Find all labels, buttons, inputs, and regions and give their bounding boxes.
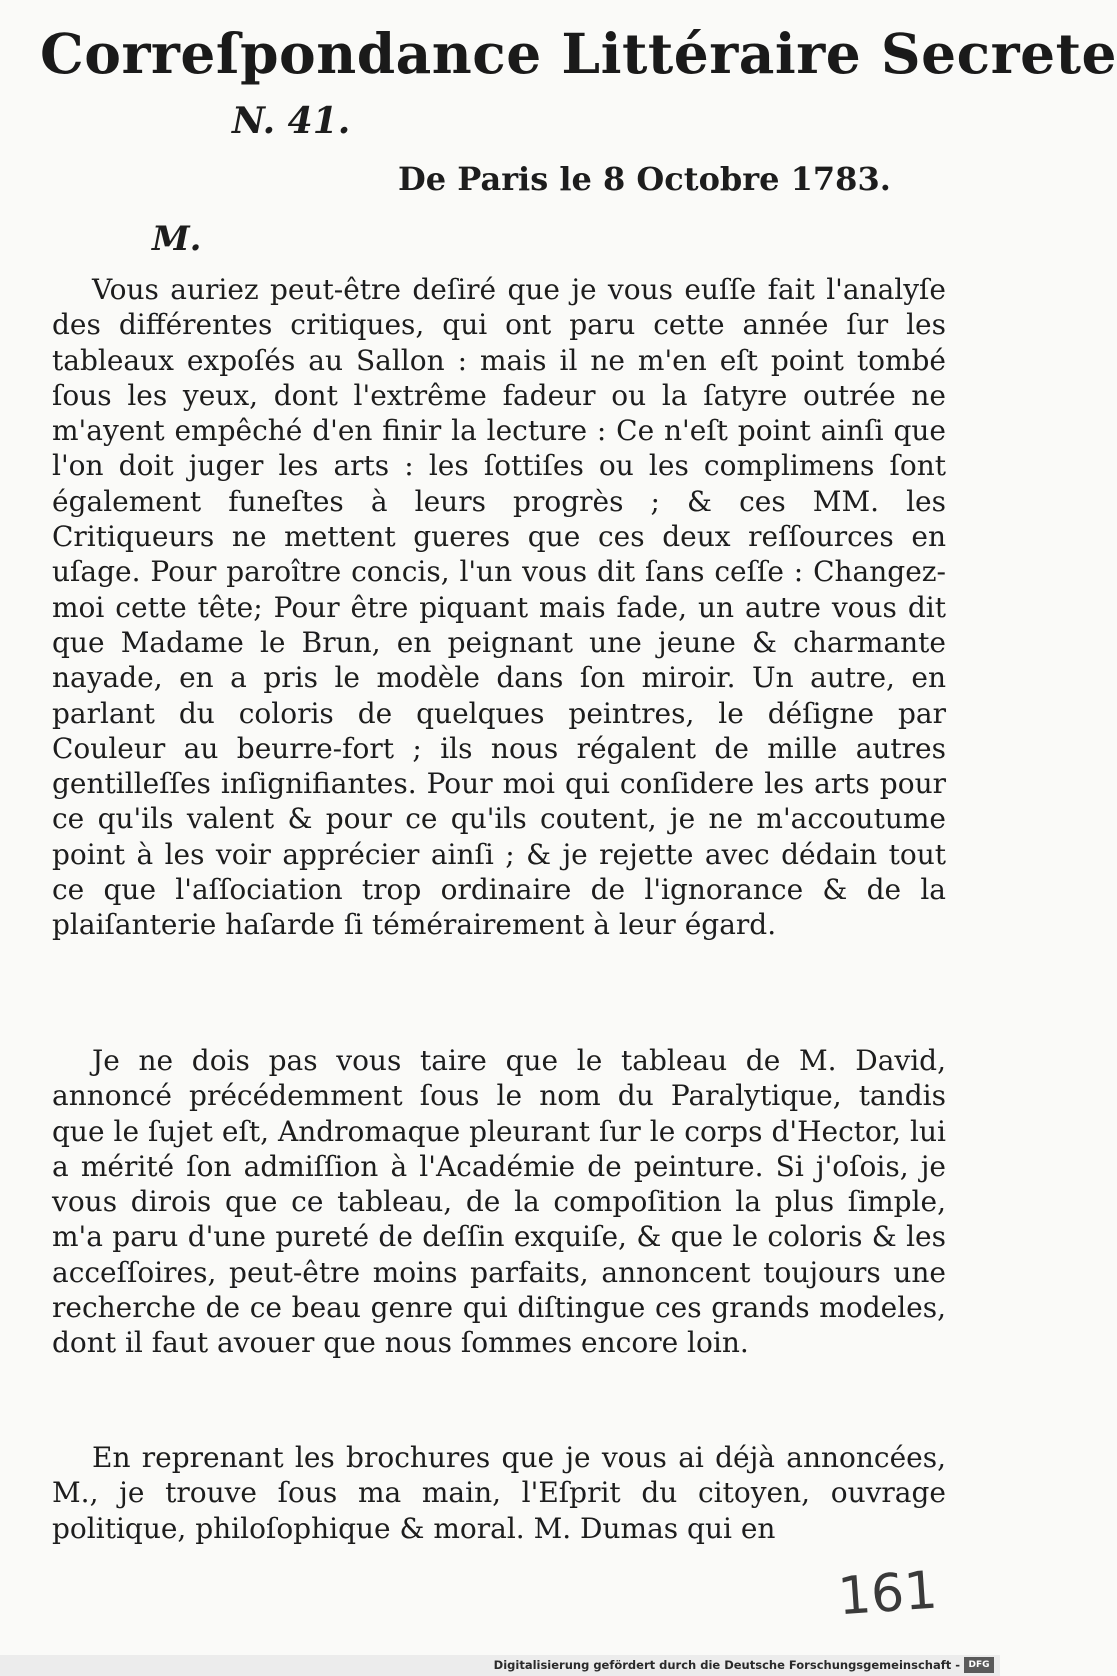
body-paragraph-3: En reprenant les brochures que je vous ai déjà annoncées, M., je trouve ſous ma main, l'Eſprit du citoyen, ouvrage politique, philoſophique & moral. M. Dumas qui en bbox=[52, 1441, 946, 1545]
dfg-logo: DFG bbox=[964, 1657, 994, 1673]
digitization-footer bbox=[0, 1655, 1000, 1676]
body-paragraph-1: Vous auriez peut-être deſiré que je vous euſſe fait l'analyſe des différentes critiques, qui ont paru cette année ſur les tableaux expoſés au Sallon : mais il ne m'en eſt point tombé ſous les yeux, dont l'extrême fadeur ou la ſatyre outrée ne m'ayent empêché d'en finir la lecture : Ce n'eſt point ainſi que l'on doit juger les arts : les ſottiſes ou les complimens ſont également funeſtes à leurs progrès ; & ces MM. les Critiqueurs ne mettent gueres que ces deux reſſources en uſage. Pour paroître concis, l'un vous dit ſans ceſſe : Changez-moi cette tête; Pour être piquant mais fade, un autre vous dit que Madame le Brun, en peignant une jeune & charmante nayade, en a pris le modèle dans ſon miroir. Un autre, en parlant du coloris de quelques peintres, le déſigne par Couleur au beurre-fort ; ils nous régalent de mille autres gentilleſſes inſignifiantes. Pour moi qui conſidere les arts pour ce qu'ils valent & pour ce qu'ils coutent, je ne m'accoutume point à les voir apprécier ainſi ; & je rejette avec dédain tout ce que l'aſſociation trop ordinaire de l'ignorance & de la plaiſanterie haſarde ſi témérairement à leur égard. bbox=[52, 273, 946, 942]
body-paragraph-2: Je ne dois pas vous taire que le tableau de M. David, annoncé précédemment ſous le nom du Paralytique, tandis que le ſujet eſt, Andromaque pleurant ſur le corps d'Hector, lui a mérité ſon admiſſion à l'Académie de peinture. Si j'oſois, je vous dirois que ce tableau, de la compoſition la plus ſimple, m'a paru d'une pureté de deſſin exquiſe, & que le coloris & les acceſſoires, peut-être moins parfaits, annoncent toujours une recherche de ce beau genre qui diſtingue ces grands modeles, dont il faut avouer que nous ſommes encore loin. bbox=[52, 1044, 946, 1360]
dateline: De Paris le 8 Octobre 1783. bbox=[398, 160, 891, 198]
salutation: M. bbox=[152, 219, 202, 259]
handwritten-folio-number: 161 bbox=[836, 1560, 940, 1628]
issue-number: N. 41. bbox=[232, 100, 351, 142]
funding-credit: Digitalisierung gefördert durch die Deutsche Forschungsgemeinschaft - bbox=[493, 1658, 960, 1672]
journal-title: Correſpondance Littéraire Secrete bbox=[40, 21, 1117, 86]
